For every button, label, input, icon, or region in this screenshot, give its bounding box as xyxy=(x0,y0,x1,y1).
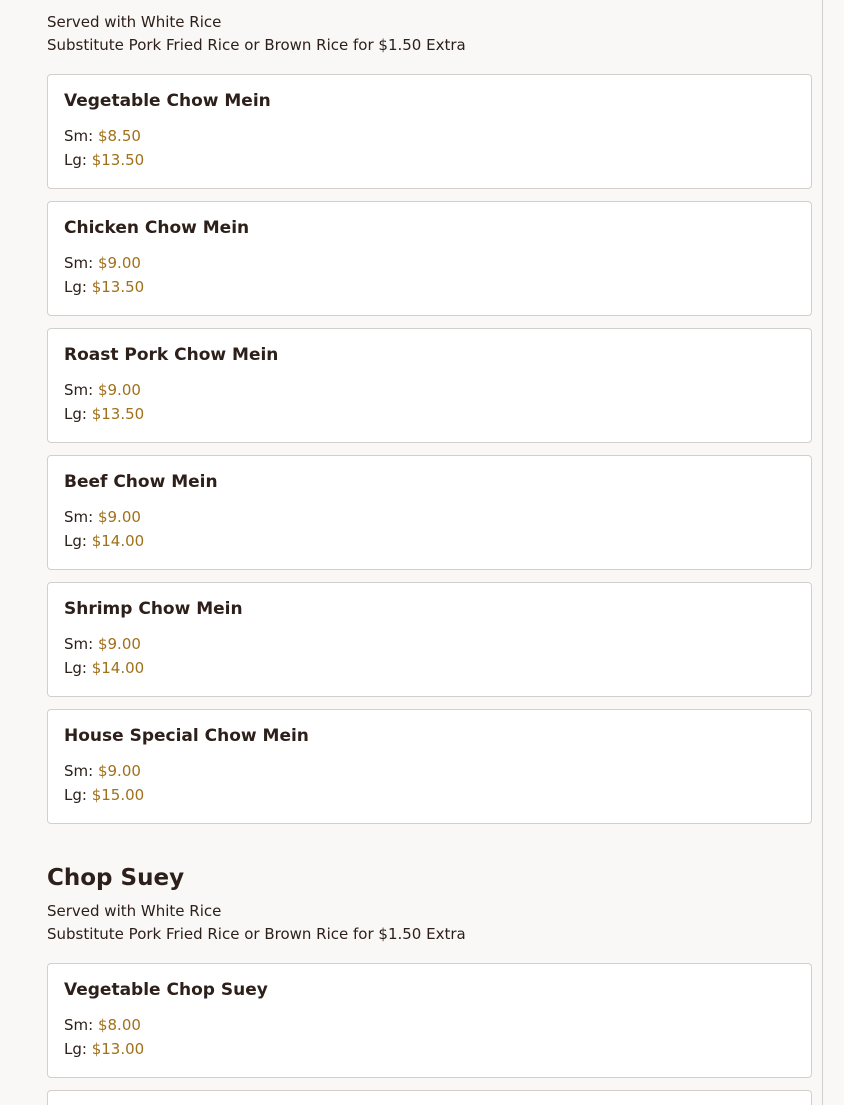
large-price: $14.00 xyxy=(91,532,145,550)
small-label: Sm: xyxy=(64,762,94,780)
small-label: Sm: xyxy=(64,254,94,272)
menu-item-name: Roast Pork Chow Mein xyxy=(64,345,279,365)
large-label: Lg: xyxy=(64,405,87,423)
large-price: $13.00 xyxy=(91,1040,145,1058)
large-price-row xyxy=(64,148,795,172)
section-title-chop-suey: Chop Suey xyxy=(47,865,185,891)
large-label: Lg: xyxy=(64,786,87,804)
chow-mein-list xyxy=(47,74,812,836)
large-price-row xyxy=(64,656,795,680)
large-price-row xyxy=(64,1037,795,1061)
menu-item-card[interactable] xyxy=(47,582,812,697)
small-price: $8.50 xyxy=(97,127,141,145)
menu-item-card-partial[interactable] xyxy=(47,1090,812,1105)
large-price: $13.50 xyxy=(91,278,145,296)
chop-suey-notes xyxy=(47,900,466,946)
menu-item-card[interactable] xyxy=(47,709,812,824)
small-price-row xyxy=(64,505,795,529)
small-label: Sm: xyxy=(64,381,94,399)
large-label: Lg: xyxy=(64,659,87,677)
large-price: $15.00 xyxy=(91,786,145,804)
small-price-row xyxy=(64,632,795,656)
large-label: Lg: xyxy=(64,278,87,296)
menu-item-name: Vegetable Chow Mein xyxy=(64,91,271,111)
chop-suey-header xyxy=(47,863,184,893)
small-price-row xyxy=(64,124,795,148)
small-price: $9.00 xyxy=(97,254,141,272)
chop-suey-substitute: Substitute Pork Fried Rice or Brown Rice for $1.50 Extra xyxy=(47,925,466,943)
large-price-row xyxy=(64,529,795,553)
small-price-row xyxy=(64,759,795,783)
menu-item-name: House Special Chow Mein xyxy=(64,726,309,746)
small-label: Sm: xyxy=(64,127,94,145)
menu-item-card[interactable] xyxy=(47,328,812,443)
small-price: $9.00 xyxy=(97,381,141,399)
large-label: Lg: xyxy=(64,532,87,550)
large-price-row xyxy=(64,402,795,426)
large-price-row xyxy=(64,275,795,299)
menu-item-card[interactable] xyxy=(47,201,812,316)
chow-mein-notes xyxy=(47,11,466,57)
chow-mein-substitute: Substitute Pork Fried Rice or Brown Rice for $1.50 Extra xyxy=(47,36,466,54)
small-price-row xyxy=(64,378,795,402)
menu-item-card[interactable] xyxy=(47,455,812,570)
chop-suey-list xyxy=(47,963,812,1105)
menu-item-name: Beef Chow Mein xyxy=(64,472,218,492)
menu-item-name: Vegetable Chop Suey xyxy=(64,980,268,1000)
small-label: Sm: xyxy=(64,635,94,653)
menu-item-name: Shrimp Chow Mein xyxy=(64,599,243,619)
small-label: Sm: xyxy=(64,508,94,526)
chop-suey-served-with: Served with White Rice xyxy=(47,902,222,920)
large-price: $14.00 xyxy=(91,659,145,677)
menu-item-name: Chicken Chow Mein xyxy=(64,218,250,238)
large-price-row xyxy=(64,783,795,807)
small-price: $9.00 xyxy=(97,762,141,780)
small-price: $9.00 xyxy=(97,508,141,526)
large-price: $13.50 xyxy=(91,405,145,423)
small-price-row xyxy=(64,1013,795,1037)
menu-item-card[interactable] xyxy=(47,74,812,189)
small-price: $9.00 xyxy=(97,635,141,653)
small-price: $8.00 xyxy=(97,1016,141,1034)
large-price: $13.50 xyxy=(91,151,145,169)
chow-mein-served-with: Served with White Rice xyxy=(47,13,222,31)
small-price-row xyxy=(64,251,795,275)
menu-item-card[interactable] xyxy=(47,963,812,1078)
scrollbar-divider xyxy=(822,0,823,1105)
small-label: Sm: xyxy=(64,1016,94,1034)
large-label: Lg: xyxy=(64,1040,87,1058)
large-label: Lg: xyxy=(64,151,87,169)
